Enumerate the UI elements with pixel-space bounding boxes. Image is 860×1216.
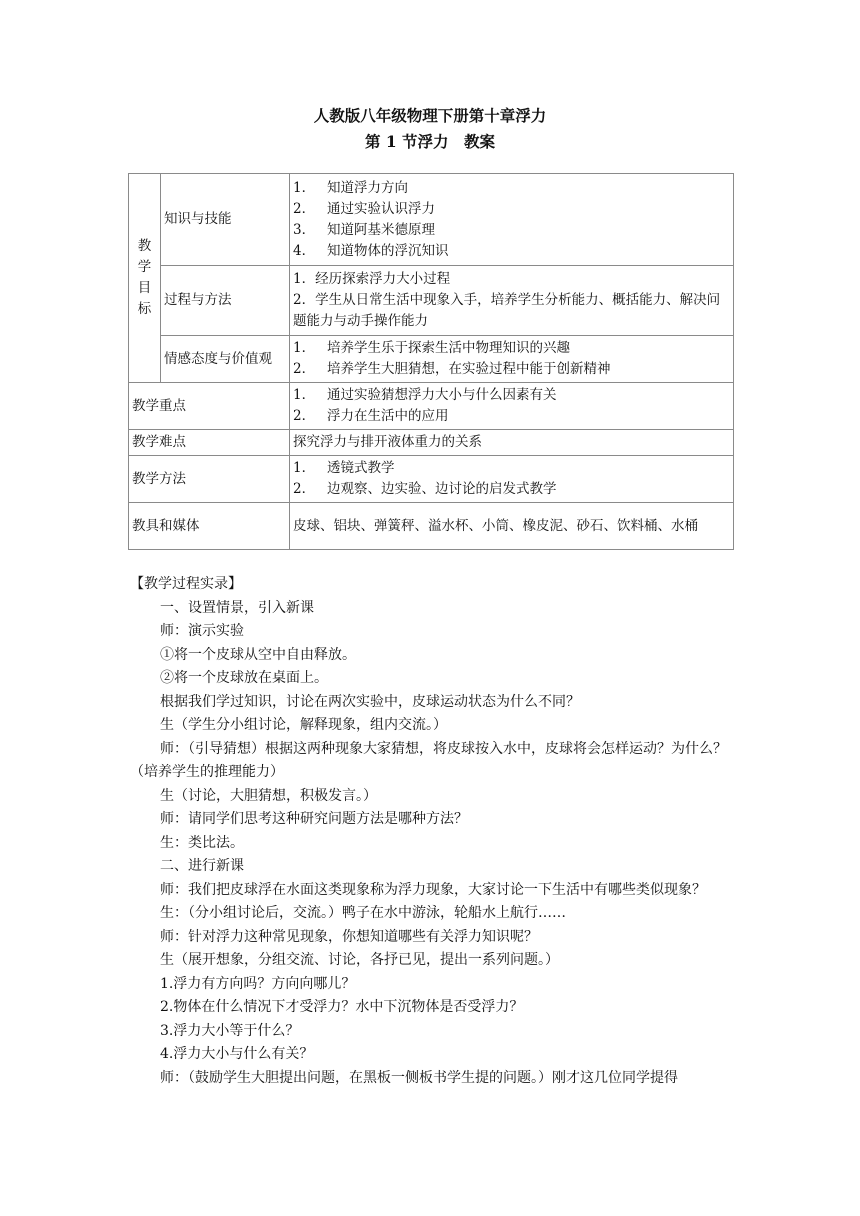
paragraph: 生（学生分小组讨论，解释现象，组内交流。） bbox=[160, 717, 447, 733]
paragraph: 师：我们把皮球浮在水面这类现象称为浮力现象，大家讨论一下生活中有哪些类似现象？ bbox=[160, 881, 706, 898]
knowledge-content bbox=[290, 174, 734, 266]
process-content bbox=[290, 266, 734, 336]
document-subtitle: 第 1 节浮力 教案 bbox=[364, 132, 496, 151]
methods-content bbox=[290, 456, 734, 503]
knowledge-label: 知识与技能 bbox=[161, 174, 290, 266]
paragraph: 师：请同学们思考这种研究问题方法是哪种方法？ bbox=[160, 811, 468, 827]
list-item: 2． 边观察、边实验、边讨论的启发式教学 bbox=[293, 481, 557, 497]
group-char: 标 bbox=[137, 301, 152, 317]
list-item: 2． 通过实验认识浮力 bbox=[293, 200, 435, 217]
paragraph: 生：类比法。 bbox=[160, 834, 244, 851]
paragraph: 生（讨论，大胆猜想，积极发言。） bbox=[160, 787, 377, 804]
paragraph: 2.物体在什么情况下才受浮力？水中下沉物体是否受浮力？ bbox=[160, 999, 524, 1015]
list-item: 1． 透镜式教学 bbox=[293, 460, 395, 476]
media-content: 皮球、铝块、弹簧秤、溢水杯、小筒、橡皮泥、砂石、饮料桶、水桶 bbox=[290, 503, 734, 550]
lesson-plan-table bbox=[128, 173, 734, 550]
list-item: 1． 通过实验猜想浮力大小与什么因素有关 bbox=[293, 387, 557, 403]
key-points-label: 教学重点 bbox=[129, 383, 290, 430]
section-heading: 【教学过程实录】 bbox=[130, 576, 242, 592]
emotion-content bbox=[290, 336, 734, 383]
objectives-group-label bbox=[129, 174, 161, 383]
list-item: 1． 培养学生乐于探索生活中物理知识的兴趣 bbox=[293, 340, 570, 356]
paragraph: 1.浮力有方向吗？方向向哪儿？ bbox=[160, 975, 356, 992]
paragraph: 生（展开想象，分组交流、讨论，各抒已见，提出一系列问题。） bbox=[160, 952, 559, 968]
list-item: 2． 浮力在生活中的应用 bbox=[293, 408, 449, 424]
methods-label: 教学方法 bbox=[129, 456, 290, 503]
paragraph: 师：（引导猜想）根据这两种现象大家猜想，将皮球按入水中，皮球将会怎样运动？为什么？（培养学生的推理能力） bbox=[130, 740, 727, 780]
list-item: 2． 培养学生大胆猜想，在实验过程中能于创新精神 bbox=[293, 361, 611, 377]
document-title: 人教版八年级物理下册第十章浮力 bbox=[313, 106, 547, 125]
table-row bbox=[129, 174, 734, 266]
paragraph: 4.浮力大小与什么有关？ bbox=[160, 1046, 314, 1062]
media-label: 教具和媒体 bbox=[129, 503, 290, 550]
table-row bbox=[129, 430, 734, 456]
table-row bbox=[129, 456, 734, 503]
paragraph: 师：（鼓励学生大胆提出问题，在黑板一侧板书学生提的问题。）刚才这几位同学提得 bbox=[160, 1069, 678, 1086]
group-char: 目 bbox=[137, 280, 152, 296]
paragraph: 一、设置情景，引入新课 bbox=[160, 599, 314, 616]
paragraph: ①将一个皮球从空中自由释放。 bbox=[160, 646, 356, 663]
emotion-label: 情感态度与价值观 bbox=[161, 336, 290, 383]
process-record bbox=[130, 573, 732, 1090]
paragraph: ②将一个皮球放在桌面上。 bbox=[160, 670, 328, 686]
key-points-content bbox=[290, 383, 734, 430]
list-item: 2．学生从日常生活中现象入手，培养学生分析能力、概括能力、解决问题能力与动手操作能力 bbox=[293, 292, 721, 329]
paragraph: 3.浮力大小等于什么？ bbox=[160, 1022, 300, 1039]
process-label: 过程与方法 bbox=[161, 266, 290, 336]
paragraph: 生：（分小组讨论后，交流。）鸭子在水中游泳，轮船水上航行…… bbox=[160, 905, 566, 921]
paragraph: 根据我们学过知识，讨论在两次实验中，皮球运动状态为什么不同？ bbox=[160, 693, 580, 710]
table-row bbox=[129, 266, 734, 336]
table-row bbox=[129, 383, 734, 430]
table-row bbox=[129, 503, 734, 550]
list-item: 4． 知道物体的浮沉知识 bbox=[293, 242, 449, 259]
paragraph: 师：演示实验 bbox=[160, 623, 244, 639]
difficulty-label: 教学难点 bbox=[129, 430, 290, 456]
paragraph: 师：针对浮力这种常见现象，你想知道哪些有关浮力知识呢？ bbox=[160, 928, 538, 945]
group-char: 教 bbox=[137, 238, 152, 254]
list-item: 3． 知道阿基米德原理 bbox=[293, 221, 435, 238]
paragraph: 二、进行新课 bbox=[160, 858, 244, 874]
list-item: 1． 知道浮力方向 bbox=[293, 179, 408, 196]
list-item: 1．经历探索浮力大小过程 bbox=[293, 271, 451, 287]
table-row bbox=[129, 336, 734, 383]
difficulty-content: 探究浮力与排开液体重力的关系 bbox=[290, 430, 734, 456]
group-char: 学 bbox=[137, 259, 152, 275]
